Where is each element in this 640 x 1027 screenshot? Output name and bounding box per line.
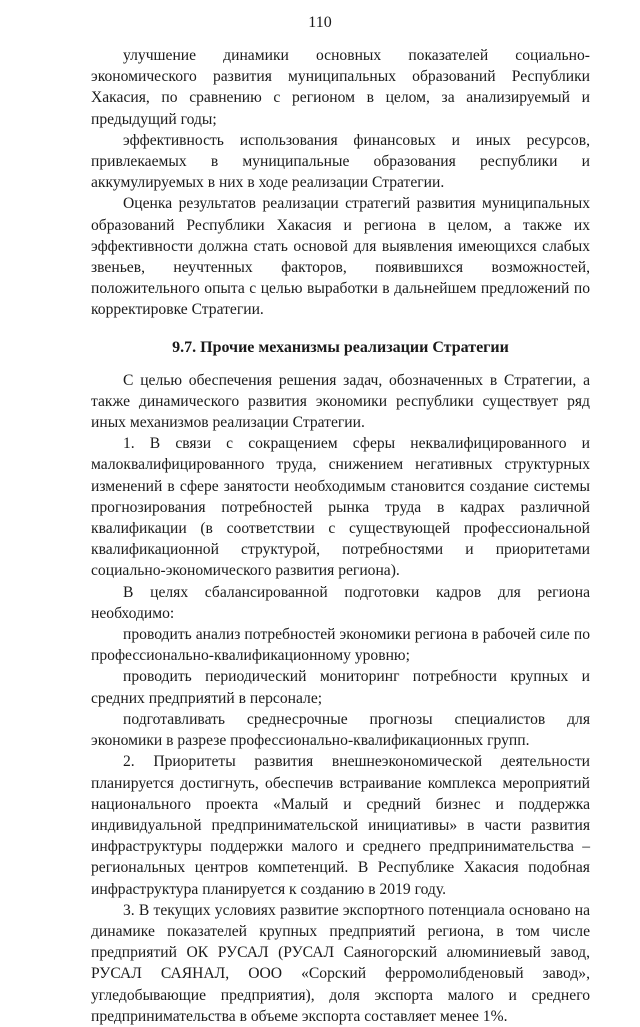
paragraph: проводить периодический мониторинг потребности крупных и средних предприятий в персонале; xyxy=(91,668,590,707)
paragraph: 1. В связи с сокращением сферы неквалифицированного и малоквалифицированного труда, снижением негативных структурных изменений в сфере занятости необходимым становится создание системы прогнозирования потребностей рынка труда в кадрах различной квалификации (в соответствии с существующей профессиональной квалификационной структурой, потребностями и приоритетами социально-экономического развития региона). xyxy=(91,435,590,580)
section-heading: 9.7. Прочие механизмы реализации Стратегии xyxy=(172,338,509,356)
paragraph: Оценка результатов реализации стратегий развития муниципальных образований Республики Хакасия и региона в целом, а также их эффективности должна стать основой для выявления имеющихся слабых звеньев, неучтенных факторов, появившихся возможностей, положительного опыта с целью выработки в дальнейшем предложений по корректировке Стратегии. xyxy=(91,195,590,319)
paragraph: проводить анализ потребностей экономики региона в рабочей силе по профессионально-квалификационному уровню; xyxy=(91,626,590,665)
paragraph: эффективность использования финансовых и иных ресурсов, привлекаемых в муниципальные образования республики и аккумулируемых в них в ходе реализации Стратегии. xyxy=(91,131,590,192)
paragraph: улучшение динамики основных показателей социально-экономического развития муниципальных образований Республики Хакасия, по сравнению с регионом в целом, за анализируемый и предыдущий годы; xyxy=(91,47,590,128)
paragraph: 2. Приоритеты развития внешнеэкономической деятельности планируется достигнуть, обеспечив встраивание комплекса мероприятий национального проекта «Малый и средний бизнес и поддержка индивидуальной предпринимательской инициативы» в части развития инфраструктуры поддержки малого и среднего предпринимательства – региональных центров компетенций. В Республике Хакасия подобная инфраструктура планируется к созданию в 2019 году. xyxy=(91,753,590,898)
paragraph: С целью обеспечения решения задач, обозначенных в Стратегии, а также динамического развития экономики республики существует ряд иных механизмов реализации Стратегии. xyxy=(91,371,590,432)
page-number: 110 xyxy=(308,14,332,31)
paragraph: В целях сбалансированной подготовки кадров для региона необходимо: xyxy=(91,583,590,622)
paragraph: подготавливать среднесрочные прогнозы специалистов для экономики в разрезе профессионально-квалификационных групп. xyxy=(91,710,590,750)
document-body xyxy=(91,45,590,1027)
paragraph: 3. В текущих условиях развитие экспортного потенциала основано на динамике показателей крупных предприятий региона, в том числе предприятий ОК РУСАЛ (РУСАЛ Саяногорский алюминиевый завод, РУСАЛ САЯНАЛ, ООО «Сорский ферромолибденовый завод», угледобывающие предприятия), доля экспорта малого и среднего предпринимательства в объеме экспорта составляет менее 1%. xyxy=(91,901,590,1025)
